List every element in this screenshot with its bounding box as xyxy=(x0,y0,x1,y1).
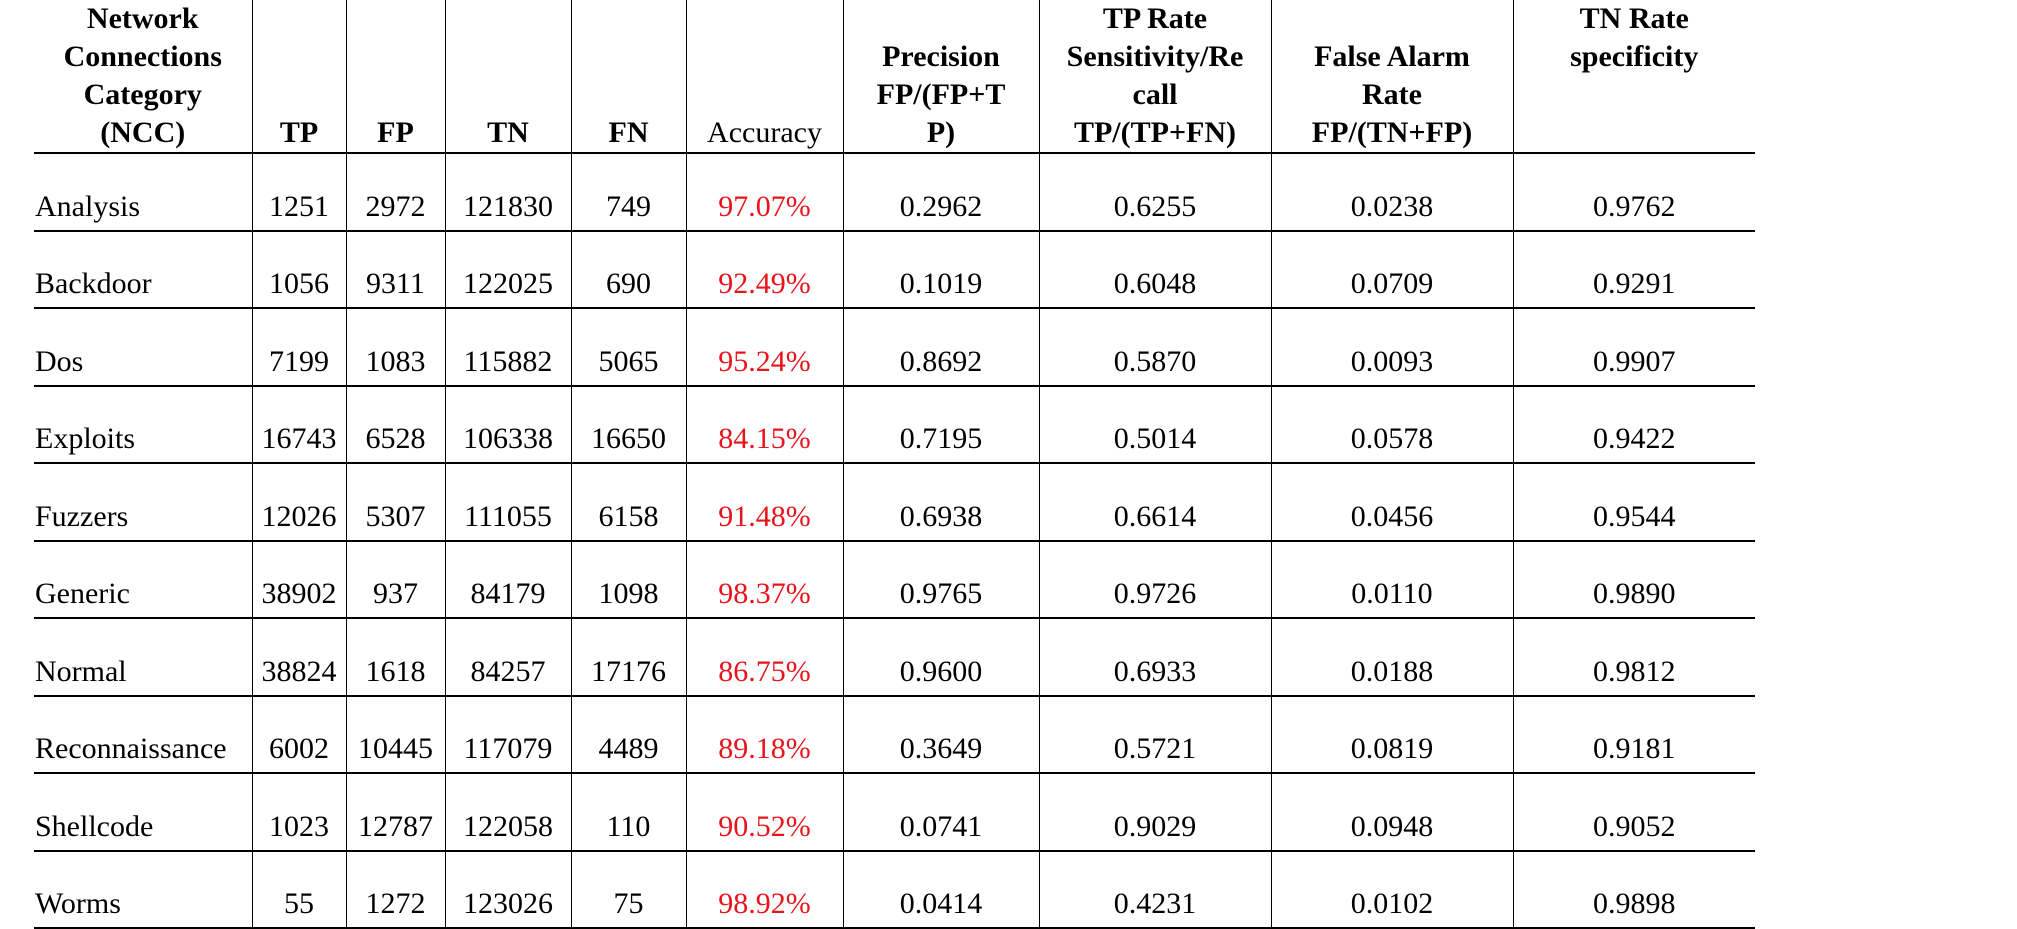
cell-tn: 106338 xyxy=(445,386,571,463)
cell-fp: 9311 xyxy=(346,231,445,308)
cell-tn-rate: 0.9762 xyxy=(1513,153,1755,231)
cell-fp: 12787 xyxy=(346,773,445,851)
cell-tn-rate: 0.9890 xyxy=(1513,541,1755,618)
cell-false-alarm-rate: 0.0948 xyxy=(1271,773,1513,851)
cell-precision: 0.0414 xyxy=(843,851,1039,928)
header-fp: FP xyxy=(346,0,445,153)
cell-false-alarm-rate: 0.0110 xyxy=(1271,541,1513,618)
cell-tn: 122058 xyxy=(445,773,571,851)
cell-tp: 38902 xyxy=(252,541,346,618)
cell-fp: 937 xyxy=(346,541,445,618)
cell-accuracy: 86.75% xyxy=(686,618,843,696)
cell-precision: 0.0741 xyxy=(843,773,1039,851)
cell-fn: 17176 xyxy=(571,618,686,696)
cell-fn: 1098 xyxy=(571,541,686,618)
cell-fn: 690 xyxy=(571,231,686,308)
cell-tn-rate: 0.9898 xyxy=(1513,851,1755,928)
cell-tp-rate: 0.4231 xyxy=(1039,851,1271,928)
cell-accuracy: 98.92% xyxy=(686,851,843,928)
cell-tp-rate: 0.6933 xyxy=(1039,618,1271,696)
cell-tn: 121830 xyxy=(445,153,571,231)
header-tp-rate: TP Rate Sensitivity/Re call TP/(TP+FN) xyxy=(1039,0,1271,153)
cell-accuracy: 97.07% xyxy=(686,153,843,231)
cell-tp-rate: 0.6048 xyxy=(1039,231,1271,308)
row-name: Backdoor xyxy=(34,231,252,308)
table-row xyxy=(34,463,1755,541)
row-name: Fuzzers xyxy=(34,463,252,541)
cell-tp: 16743 xyxy=(252,386,346,463)
results-table xyxy=(34,0,1755,929)
table-row xyxy=(34,851,1755,928)
cell-tp-rate: 0.5870 xyxy=(1039,308,1271,386)
row-name: Generic xyxy=(34,541,252,618)
table-row xyxy=(34,541,1755,618)
table-row xyxy=(34,618,1755,696)
cell-tn: 117079 xyxy=(445,696,571,773)
cell-fp: 2972 xyxy=(346,153,445,231)
cell-tp: 1056 xyxy=(252,231,346,308)
cell-fn: 110 xyxy=(571,773,686,851)
cell-tn: 122025 xyxy=(445,231,571,308)
cell-tp-rate: 0.9726 xyxy=(1039,541,1271,618)
cell-accuracy: 84.15% xyxy=(686,386,843,463)
cell-fp: 5307 xyxy=(346,463,445,541)
cell-fn: 16650 xyxy=(571,386,686,463)
cell-accuracy: 92.49% xyxy=(686,231,843,308)
cell-precision: 0.1019 xyxy=(843,231,1039,308)
header-accuracy: Accuracy xyxy=(686,0,843,153)
cell-tn: 115882 xyxy=(445,308,571,386)
cell-accuracy: 90.52% xyxy=(686,773,843,851)
table-row xyxy=(34,773,1755,851)
cell-tn: 84179 xyxy=(445,541,571,618)
header-ncc: Network Connections Category (NCC) xyxy=(34,0,252,153)
cell-tn: 123026 xyxy=(445,851,571,928)
cell-tp: 38824 xyxy=(252,618,346,696)
cell-false-alarm-rate: 0.0238 xyxy=(1271,153,1513,231)
cell-false-alarm-rate: 0.0102 xyxy=(1271,851,1513,928)
header-row xyxy=(34,0,1755,153)
row-name: Exploits xyxy=(34,386,252,463)
cell-fn: 75 xyxy=(571,851,686,928)
cell-false-alarm-rate: 0.0709 xyxy=(1271,231,1513,308)
table-row xyxy=(34,308,1755,386)
cell-fn: 749 xyxy=(571,153,686,231)
cell-fn: 6158 xyxy=(571,463,686,541)
header-tn-rate: TN Rate specificity xyxy=(1513,0,1755,153)
cell-accuracy: 91.48% xyxy=(686,463,843,541)
cell-tn-rate: 0.9052 xyxy=(1513,773,1755,851)
row-name: Analysis xyxy=(34,153,252,231)
cell-false-alarm-rate: 0.0188 xyxy=(1271,618,1513,696)
table-row xyxy=(34,696,1755,773)
cell-tp: 6002 xyxy=(252,696,346,773)
cell-accuracy: 95.24% xyxy=(686,308,843,386)
cell-tp: 1023 xyxy=(252,773,346,851)
table-row xyxy=(34,386,1755,463)
cell-accuracy: 89.18% xyxy=(686,696,843,773)
cell-precision: 0.9600 xyxy=(843,618,1039,696)
cell-tn-rate: 0.9544 xyxy=(1513,463,1755,541)
row-name: Dos xyxy=(34,308,252,386)
cell-precision: 0.3649 xyxy=(843,696,1039,773)
row-name: Reconnaissance xyxy=(34,696,252,773)
cell-false-alarm-rate: 0.0819 xyxy=(1271,696,1513,773)
header-tp: TP xyxy=(252,0,346,153)
cell-fn: 4489 xyxy=(571,696,686,773)
cell-fp: 10445 xyxy=(346,696,445,773)
row-name: Normal xyxy=(34,618,252,696)
cell-tn-rate: 0.9812 xyxy=(1513,618,1755,696)
cell-tp: 1251 xyxy=(252,153,346,231)
cell-fp: 6528 xyxy=(346,386,445,463)
cell-false-alarm-rate: 0.0578 xyxy=(1271,386,1513,463)
row-name: Shellcode xyxy=(34,773,252,851)
cell-fp: 1618 xyxy=(346,618,445,696)
cell-accuracy: 98.37% xyxy=(686,541,843,618)
cell-tp-rate: 0.9029 xyxy=(1039,773,1271,851)
cell-precision: 0.9765 xyxy=(843,541,1039,618)
header-false-alarm: False Alarm Rate FP/(TN+FP) xyxy=(1271,0,1513,153)
header-fn: FN xyxy=(571,0,686,153)
cell-precision: 0.8692 xyxy=(843,308,1039,386)
cell-false-alarm-rate: 0.0456 xyxy=(1271,463,1513,541)
table-row xyxy=(34,153,1755,231)
cell-tn-rate: 0.9291 xyxy=(1513,231,1755,308)
cell-precision: 0.2962 xyxy=(843,153,1039,231)
cell-tp: 55 xyxy=(252,851,346,928)
cell-tn-rate: 0.9422 xyxy=(1513,386,1755,463)
cell-precision: 0.6938 xyxy=(843,463,1039,541)
cell-tp: 12026 xyxy=(252,463,346,541)
cell-fn: 5065 xyxy=(571,308,686,386)
cell-precision: 0.7195 xyxy=(843,386,1039,463)
cell-tp-rate: 0.6614 xyxy=(1039,463,1271,541)
cell-tp: 7199 xyxy=(252,308,346,386)
cell-false-alarm-rate: 0.0093 xyxy=(1271,308,1513,386)
header-tn: TN xyxy=(445,0,571,153)
cell-tp-rate: 0.5721 xyxy=(1039,696,1271,773)
cell-tn: 111055 xyxy=(445,463,571,541)
header-precision: Precision FP/(FP+T P) xyxy=(843,0,1039,153)
cell-fp: 1083 xyxy=(346,308,445,386)
cell-tn-rate: 0.9181 xyxy=(1513,696,1755,773)
cell-tn-rate: 0.9907 xyxy=(1513,308,1755,386)
cell-tp-rate: 0.6255 xyxy=(1039,153,1271,231)
cell-tn: 84257 xyxy=(445,618,571,696)
table-row xyxy=(34,231,1755,308)
cell-tp-rate: 0.5014 xyxy=(1039,386,1271,463)
row-name: Worms xyxy=(34,851,252,928)
cell-fp: 1272 xyxy=(346,851,445,928)
